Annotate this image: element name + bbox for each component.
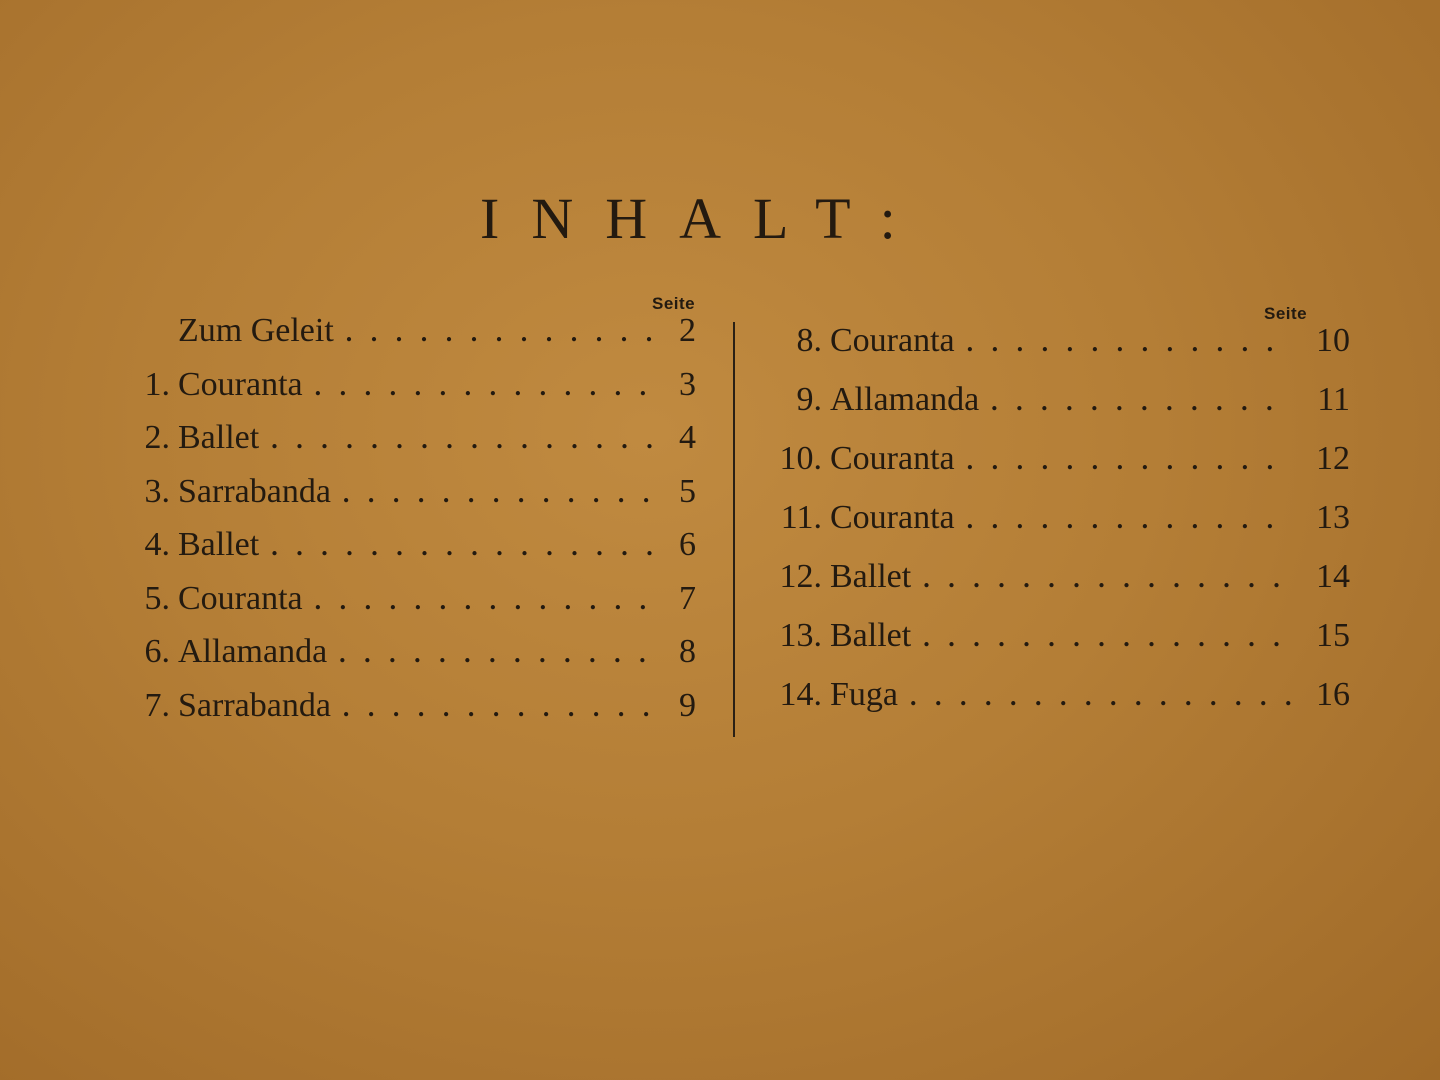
entry-number: 5. [144, 579, 170, 617]
entry-page: 13 [1316, 499, 1350, 536]
entry-page: 9 [679, 686, 696, 724]
entry-page: 12 [1316, 440, 1350, 477]
entry-page: 3 [679, 365, 696, 403]
entry-page: 15 [1316, 617, 1350, 654]
toc-entry [100, 473, 696, 527]
entry-number: 3. [144, 472, 170, 510]
toc-entry [100, 312, 696, 366]
entry-page: 5 [679, 472, 696, 510]
seite-label-left: Seite [652, 294, 696, 313]
leader-dots [315, 372, 652, 402]
entry-title: Couranta [178, 365, 303, 403]
entry-title: Ballet [830, 558, 912, 595]
entry-page: 10 [1316, 322, 1350, 359]
entry-title: Zum Geleit [178, 312, 334, 349]
toc-entry [100, 366, 696, 420]
seite-label-right: Seite [1264, 304, 1308, 323]
entry-number: 13. [779, 617, 822, 654]
entry-title: Sarrabanda [178, 686, 331, 724]
leader-dots [339, 639, 652, 669]
leader-dots [271, 425, 652, 455]
entry-number: 6. [144, 633, 170, 670]
leader-dots [967, 505, 1292, 535]
entry-title: Ballet [178, 419, 260, 456]
leader-dots [967, 328, 1292, 358]
entry-title: Allamanda [830, 381, 980, 418]
toc-entry [100, 687, 696, 741]
entry-title: Ballet [830, 617, 912, 654]
entry-title: Allamanda [178, 633, 328, 670]
leader-dots [923, 564, 1292, 594]
leader-dots [967, 446, 1292, 476]
entry-number: 8. [796, 322, 822, 359]
entry-page: 8 [679, 633, 696, 670]
entry-number: 11. [780, 499, 822, 536]
contents-column-left [100, 312, 696, 740]
entry-page: 4 [679, 419, 696, 456]
leader-dots [343, 693, 652, 723]
column-divider [733, 322, 735, 737]
toc-entry [760, 676, 1350, 735]
entry-title: Couranta [178, 579, 303, 617]
leader-dots [315, 586, 652, 616]
leader-dots [346, 318, 652, 348]
toc-entry [760, 558, 1350, 617]
entry-page: 11 [1317, 381, 1350, 418]
entry-page: 2 [679, 312, 696, 349]
toc-entry [100, 580, 696, 634]
entry-number: 9. [796, 381, 822, 418]
toc-entry [100, 419, 696, 473]
entry-title: Couranta [830, 440, 955, 477]
entry-number: 1. [144, 365, 170, 403]
entry-number: 12. [779, 558, 822, 595]
toc-entry [100, 526, 696, 580]
leader-dots [923, 623, 1292, 653]
toc-entry [100, 633, 696, 687]
leader-dots [910, 682, 1292, 712]
toc-entry [760, 322, 1350, 381]
entry-page: 16 [1316, 676, 1350, 713]
entry-number: 4. [144, 526, 170, 563]
toc-entry [760, 617, 1350, 676]
leader-dots [343, 479, 652, 509]
entry-number: 2. [144, 419, 170, 456]
entry-number: 7. [144, 686, 170, 724]
entry-number: 10. [779, 440, 822, 477]
page-title: INHALT: [480, 186, 928, 251]
contents-column-right [760, 322, 1350, 735]
entry-page: 14 [1316, 558, 1350, 595]
entry-page: 7 [679, 579, 696, 617]
entry-title: Fuga [830, 676, 898, 713]
toc-entry [760, 499, 1350, 558]
toc-entry [760, 440, 1350, 499]
entry-title: Ballet [178, 526, 260, 563]
entry-title: Couranta [830, 499, 955, 536]
toc-entry [760, 381, 1350, 440]
leader-dots [991, 387, 1292, 417]
entry-page: 6 [679, 526, 696, 563]
leader-dots [271, 532, 652, 562]
entry-title: Sarrabanda [178, 472, 331, 510]
entry-number: 14. [779, 676, 822, 713]
entry-title: Couranta [830, 322, 955, 359]
